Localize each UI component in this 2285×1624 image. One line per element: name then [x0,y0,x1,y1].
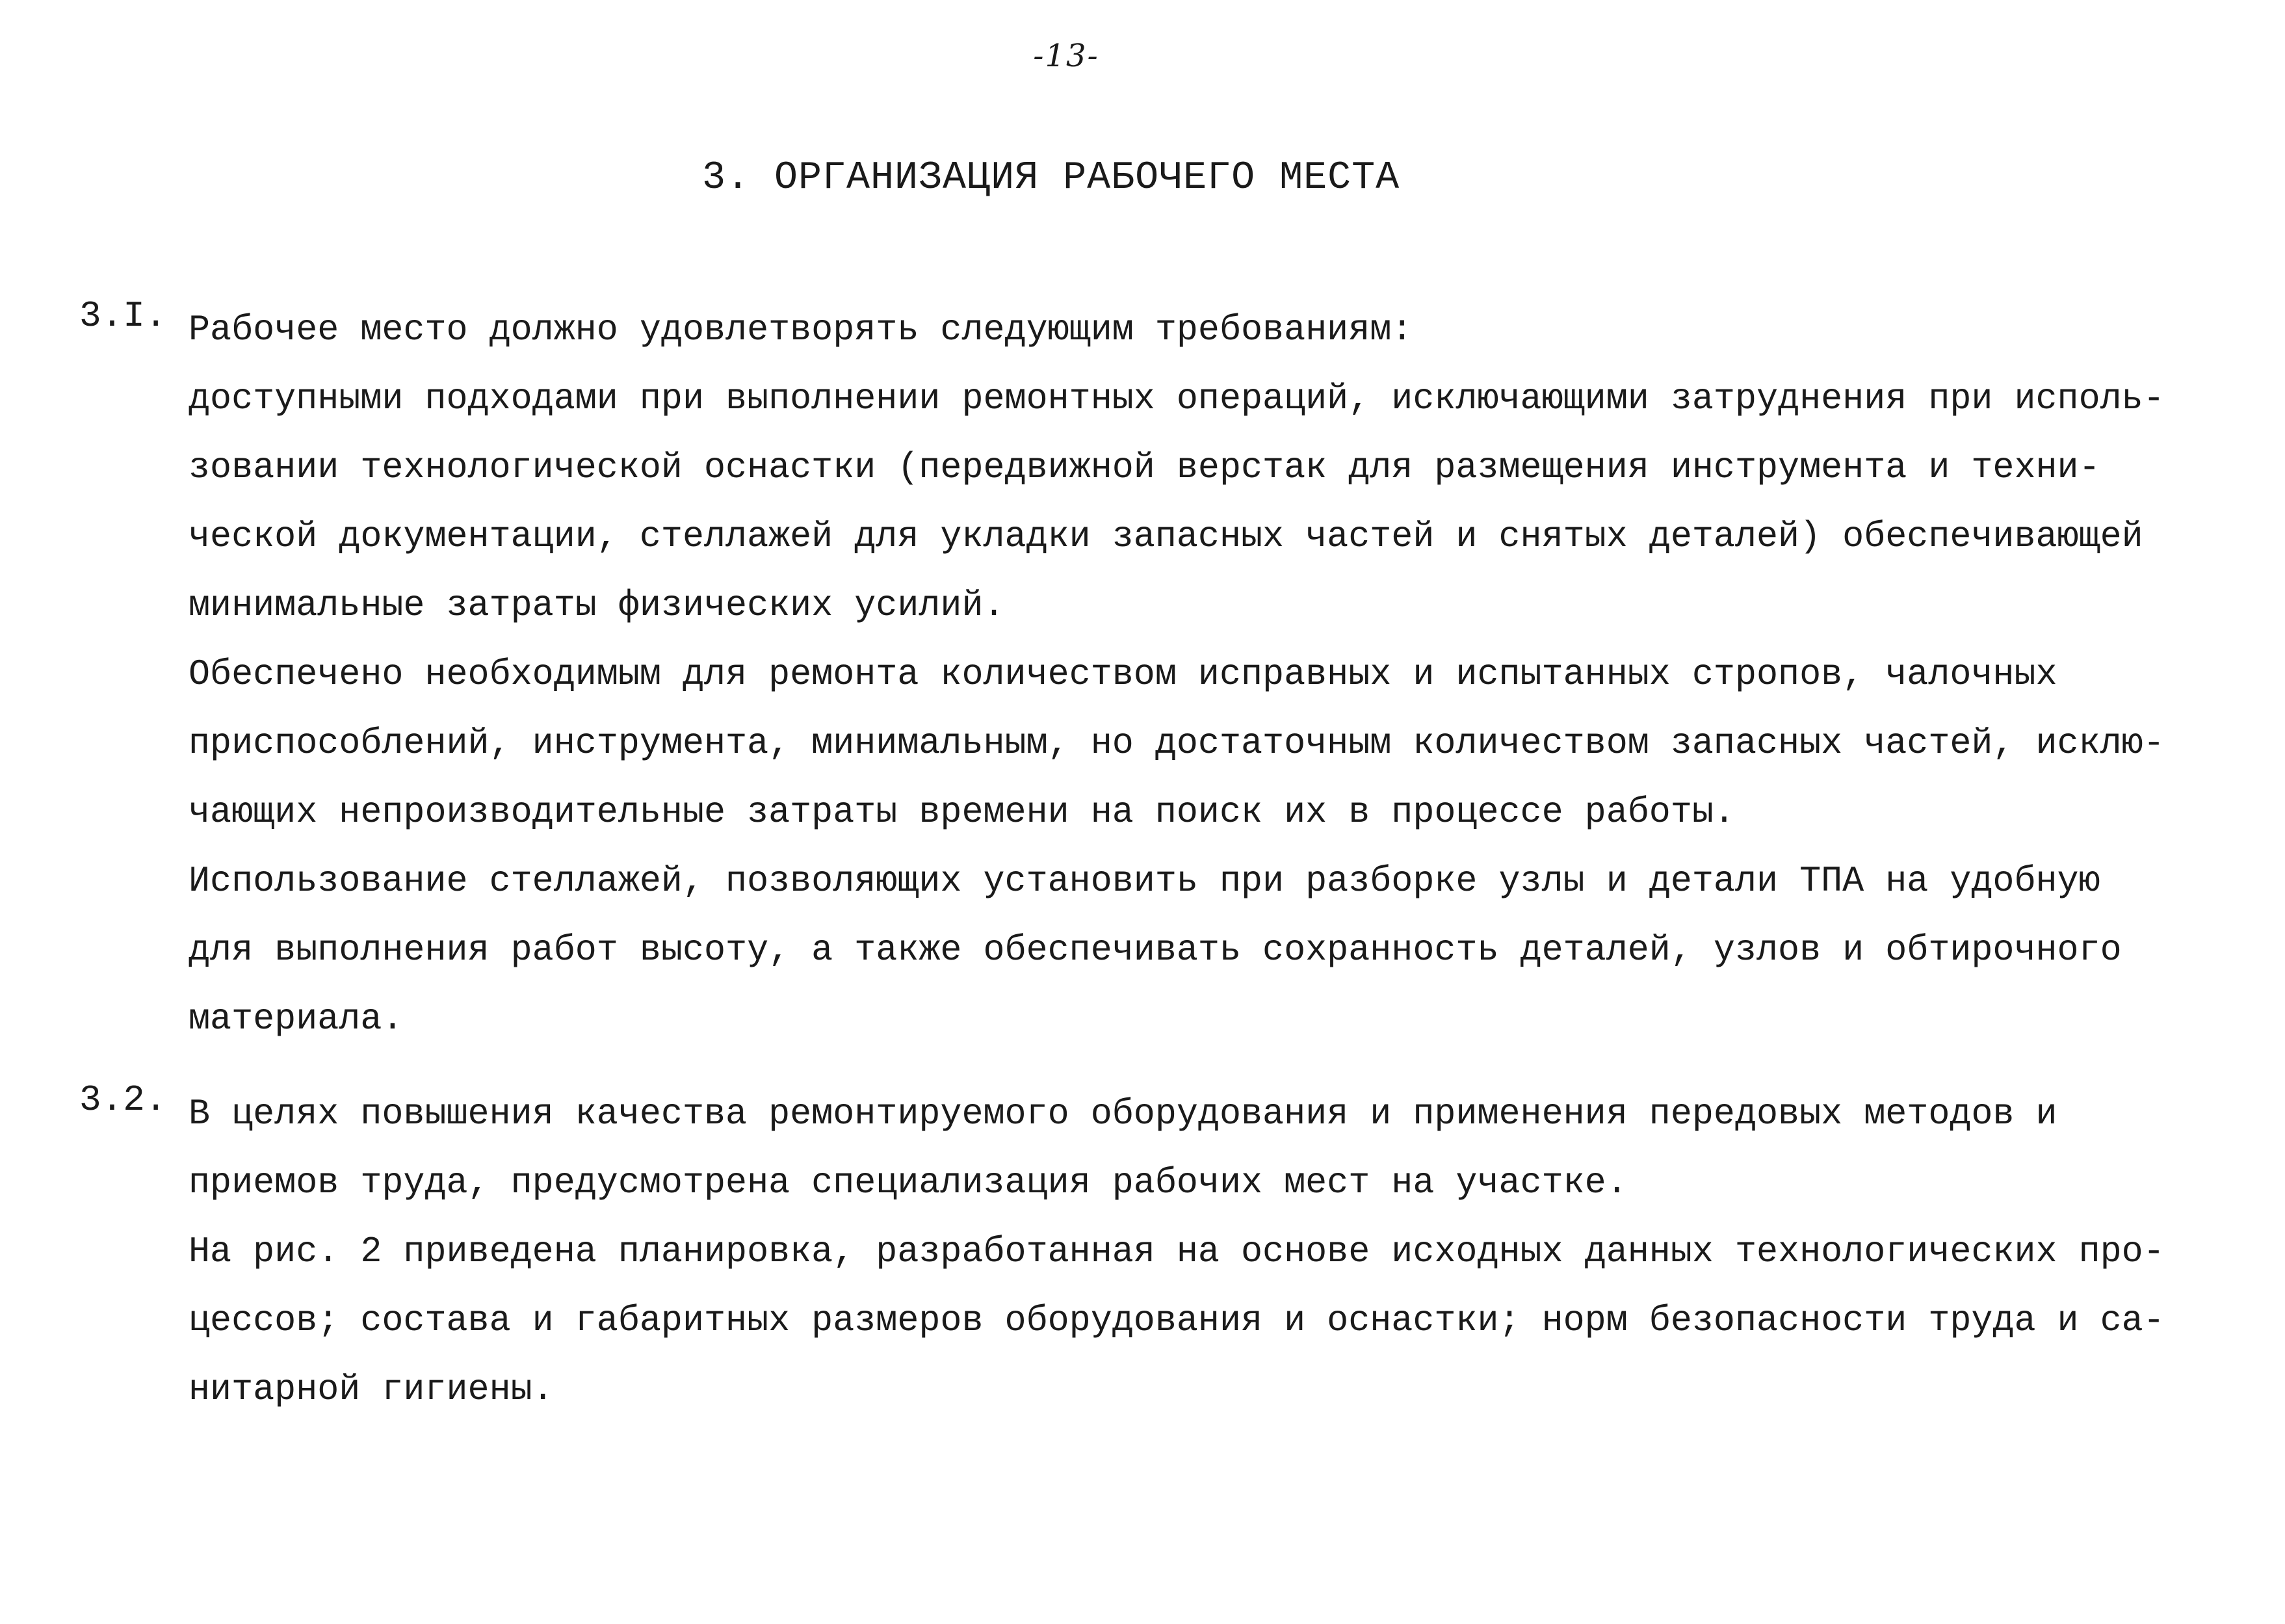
clause-body [189,295,2199,1053]
text-line: для выполнения работ высоту, а также обеспечивать сохранность деталей, узлов и обтирочного [189,929,2122,971]
text-line: В целях повышения качества ремонтируемого оборудования и применения передовых методов и [189,1093,2057,1134]
text-line: Использование стеллажей, позволяющих установить при разборке узлы и детали ТПА на удобную [189,860,2100,902]
text-line: минимальные затраты физических усилий. [189,584,1005,626]
text-line: чающих непроизводительные затраты времени на поиск их в процессе работы. [189,791,1735,833]
text-line: материала. [189,998,404,1040]
text-line: Рабочее место должно удовлетворять следующим требованиям: [189,309,1413,350]
clause-body [189,1079,2199,1424]
text-line: приемов труда, предусмотрена специализация рабочих мест на участке. [189,1162,1628,1203]
clause-number: 3.2. [79,1079,167,1121]
text-line: зовании технологической оснастки (передвижной верстак для размещения инструмента и техни- [189,447,2100,488]
section-title: 3. ОРГАНИЗАЦИЯ РАБОЧЕГО МЕСТА [702,156,1400,200]
text-line: Обеспечено необходимым для ремонта количеством исправных и испытанных стропов, чалочных [189,653,2057,695]
text-line: цессов; состава и габаритных размеров оборудования и оснастки; норм безопасности труда и са- [189,1300,2165,1341]
text-line: нитарной гигиены. [189,1369,554,1410]
clause-number: 3.I. [79,295,167,337]
text-line: приспособлений, инструмента, минимальным, но достаточным количеством запасных частей, исклю- [189,722,2165,764]
text-line: доступными подходами при выполнении ремонтных операций, исключающими затруднения при исполь- [189,378,2165,419]
text-line: ческой документации, стеллажей для укладки запасных частей и снятых деталей) обеспечивающей [189,516,2143,557]
page-number: -13- [1033,38,1099,74]
text-line: На рис. 2 приведена планировка, разработанная на основе исходных данных технологических про- [189,1231,2165,1272]
